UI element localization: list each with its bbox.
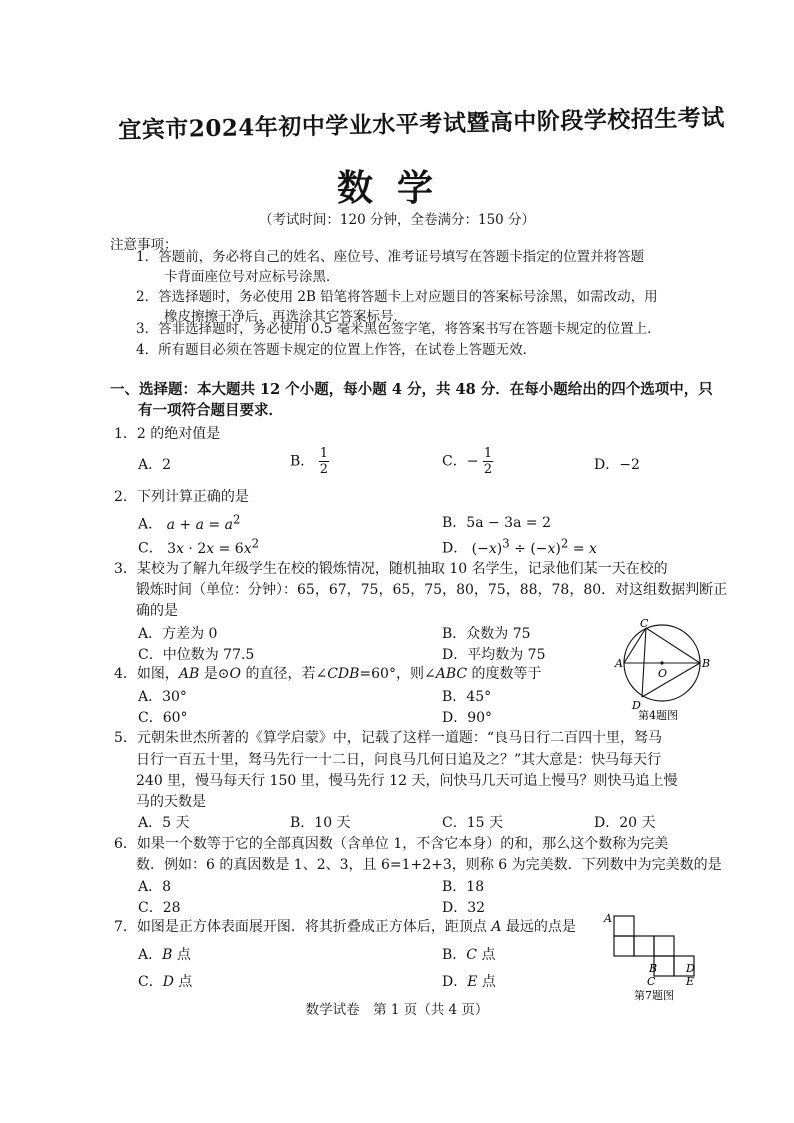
option-label: D． [442,974,468,990]
segment-db [642,663,700,697]
math-expression: $(-x)^3 \div (-x)^2 = x$ [467,536,597,557]
point-label-b: B [649,962,658,975]
fraction-numerator: 1 [319,446,329,461]
point-label-c: C [640,618,649,630]
option-b: B．众数为 75 [442,626,531,642]
option-label: D． [442,540,468,557]
option-b [290,446,329,477]
math-var: ABC [435,666,468,682]
figure-caption: 第4题图 [638,709,678,720]
point-label-a: A [604,912,612,925]
option-a: A．方差为 0 [138,626,218,642]
fraction-denominator: 2 [483,462,493,477]
point-label-b: B [702,657,711,670]
stem-text: =60°，则∠ [359,666,436,682]
option-text: 点 [477,974,496,990]
segment-cb [646,628,700,663]
math-var: B [162,947,173,963]
option-d: D．32 [442,900,486,916]
option-label: A． [138,516,163,533]
option-b [442,944,495,964]
math-var: E [467,974,478,990]
question-stem: 240 里，慢马每天行 150 里，慢马先行 12 天，问快马几天可追上慢马？则快马追上慢 [136,773,678,789]
option-a [138,512,240,534]
option-b [442,512,551,532]
math-var: D [162,974,174,990]
option-text: 点 [173,974,193,990]
point-label-d: D [686,962,695,975]
option-text: 点 [172,947,191,963]
option-d: D．−2 [594,457,640,473]
option-c [442,446,493,477]
option-label: B． [442,947,467,963]
note-item: 3．答非选择题时，务必使用 0.5 毫米黑色签字笔，将答案书写在答题卡规定的位置上． [136,321,661,337]
option-label: C． [138,540,163,557]
section-heading: 一、选择题：本大题共 12 个小题，每小题 4 分，共 48 分．在每小题给出的四个选项中，只 [110,381,713,398]
net-square [634,936,654,956]
question-stem [114,917,576,938]
exam-title: 宜宾市2024年初中学业水平考试暨高中阶段学校招生考试 [118,104,726,144]
question-stem [114,664,542,685]
option-a: A．8 [138,879,172,895]
option-label: B． [290,453,315,470]
stem-text: 的度数等于 [467,666,542,682]
point-label-c: C [647,975,656,988]
question-stem: 数．例如：6 的真因数是 1、2、3，且 6=1+2+3，则称 6 为完美数．下列数中为完美数的是 [136,857,722,873]
point-label-e: E [686,975,695,988]
math-var: C [466,947,478,963]
question-stem: 马的天数是 [136,794,206,810]
option-a: A．2 [138,457,172,473]
figure-caption: 第7题图 [634,989,674,1002]
net-square [654,936,674,956]
option-text: 点 [477,947,496,963]
stem-text: 是⊙ [199,666,230,682]
option-a [138,944,191,964]
option-label: B． [442,515,467,531]
note-item: 卡背面座位号对应标号涂黑． [164,269,340,285]
page-footer: 数学试卷 第 1 页（共 4 页） [305,1002,489,1018]
notes-heading: 注意事项： [110,237,178,253]
center-point [660,661,663,664]
math-var: A [491,919,502,935]
option-a: A．30° [138,689,187,705]
option-b: B．10 天 [290,815,351,831]
option-c: C．中位数为 77.5 [138,647,255,663]
question-stem: 3．某校为了解九年级学生在校的锻炼情况，随机抽取 10 名学生，记录他们某一天在校的 [114,561,668,577]
option-d: D．20 天 [594,815,656,831]
note-item: 4．所有题目必须在答题卡规定的位置上作答，在试卷上答题无效． [136,342,537,358]
section-heading: 有一项符合题目要求． [138,402,283,419]
question-stem: 日行一百五十里，驽马先行一十二日，问良马几何日追及之？”其大意是：快马每天行 [136,752,662,768]
q4-circle-figure [612,618,712,720]
math-var: CDB [327,666,360,682]
stem-text: 7．如图是正方体表面展开图．将其折叠成正方体后，距顶点 [114,919,492,935]
fraction-numerator: 1 [483,446,493,461]
question-stem: 确的是 [136,603,178,619]
segment-ca [624,628,646,663]
exam-info: （考试时间：120 分钟，全卷满分：150 分） [258,212,536,228]
net-square [614,916,634,936]
math-var: O [229,666,241,682]
point-label-d: D [632,699,641,712]
subject-title: 数学 [336,167,457,209]
point-label-o: O [658,667,668,680]
option-a: A．5 天 [138,815,190,831]
option-b: B．45° [442,689,492,705]
option-c [138,536,259,558]
math-expression: 5a − 3a = 2 [466,515,551,531]
option-d: D．90° [442,710,493,726]
question-stem: 6．如果一个数等于它的全部真因数（含单位 1，不含它本身）的和，那么这个数称为完美 [114,836,669,852]
net-square [614,936,634,956]
option-d [442,536,597,558]
option-label: C． [138,974,163,990]
option-d: D．平均数为 75 [442,647,546,663]
math-var: AB [178,666,200,682]
note-item: 橡皮擦擦干净后，再选涂其它答案标号． [164,309,407,325]
math-expression: $a + a = a^2$ [166,512,241,533]
option-b: B．18 [442,879,485,895]
option-c [138,971,192,991]
q7-cube-net-figure [600,910,710,1006]
math-expression: $3x \cdot 2x = 6x^2$ [162,536,260,557]
fraction-denominator: 2 [319,462,329,477]
question-stem: 5．元朝朱世杰所著的《算学启蒙》中，记载了这样一道题：“良马日行二百四十里，驽马 [114,730,663,746]
note-item: 1．答题前，务必将自己的姓名、座位号、准考证号填写在答题卡指定的位置并将答题 [136,249,645,265]
stem-text: 的直径，若∠ [241,666,328,682]
stem-text: 最远的点是 [501,919,576,935]
option-label: C．− [442,453,479,470]
question-stem: 锻炼时间（单位：分钟）：65，67，75，65，75，80，75，88，78，80．对这组数据判断正 [136,582,728,598]
option-label: A． [138,947,163,963]
option-c: C．28 [138,900,181,916]
note-item: 2．答选择题时，务必使用 2B 铅笔将答题卡上对应题目的答案标号涂黑，如需改动，用 [136,289,658,305]
point-label-a: A [615,657,623,670]
option-d [442,971,496,991]
option-c: C．60° [138,710,188,726]
question-stem: 2．下列计算正确的是 [114,489,249,505]
question-stem: 1．2 的绝对值是 [114,426,221,442]
stem-text: 4．如图， [114,666,179,682]
fraction [483,446,493,477]
fraction [319,446,329,477]
option-c: C．15 天 [442,815,503,831]
